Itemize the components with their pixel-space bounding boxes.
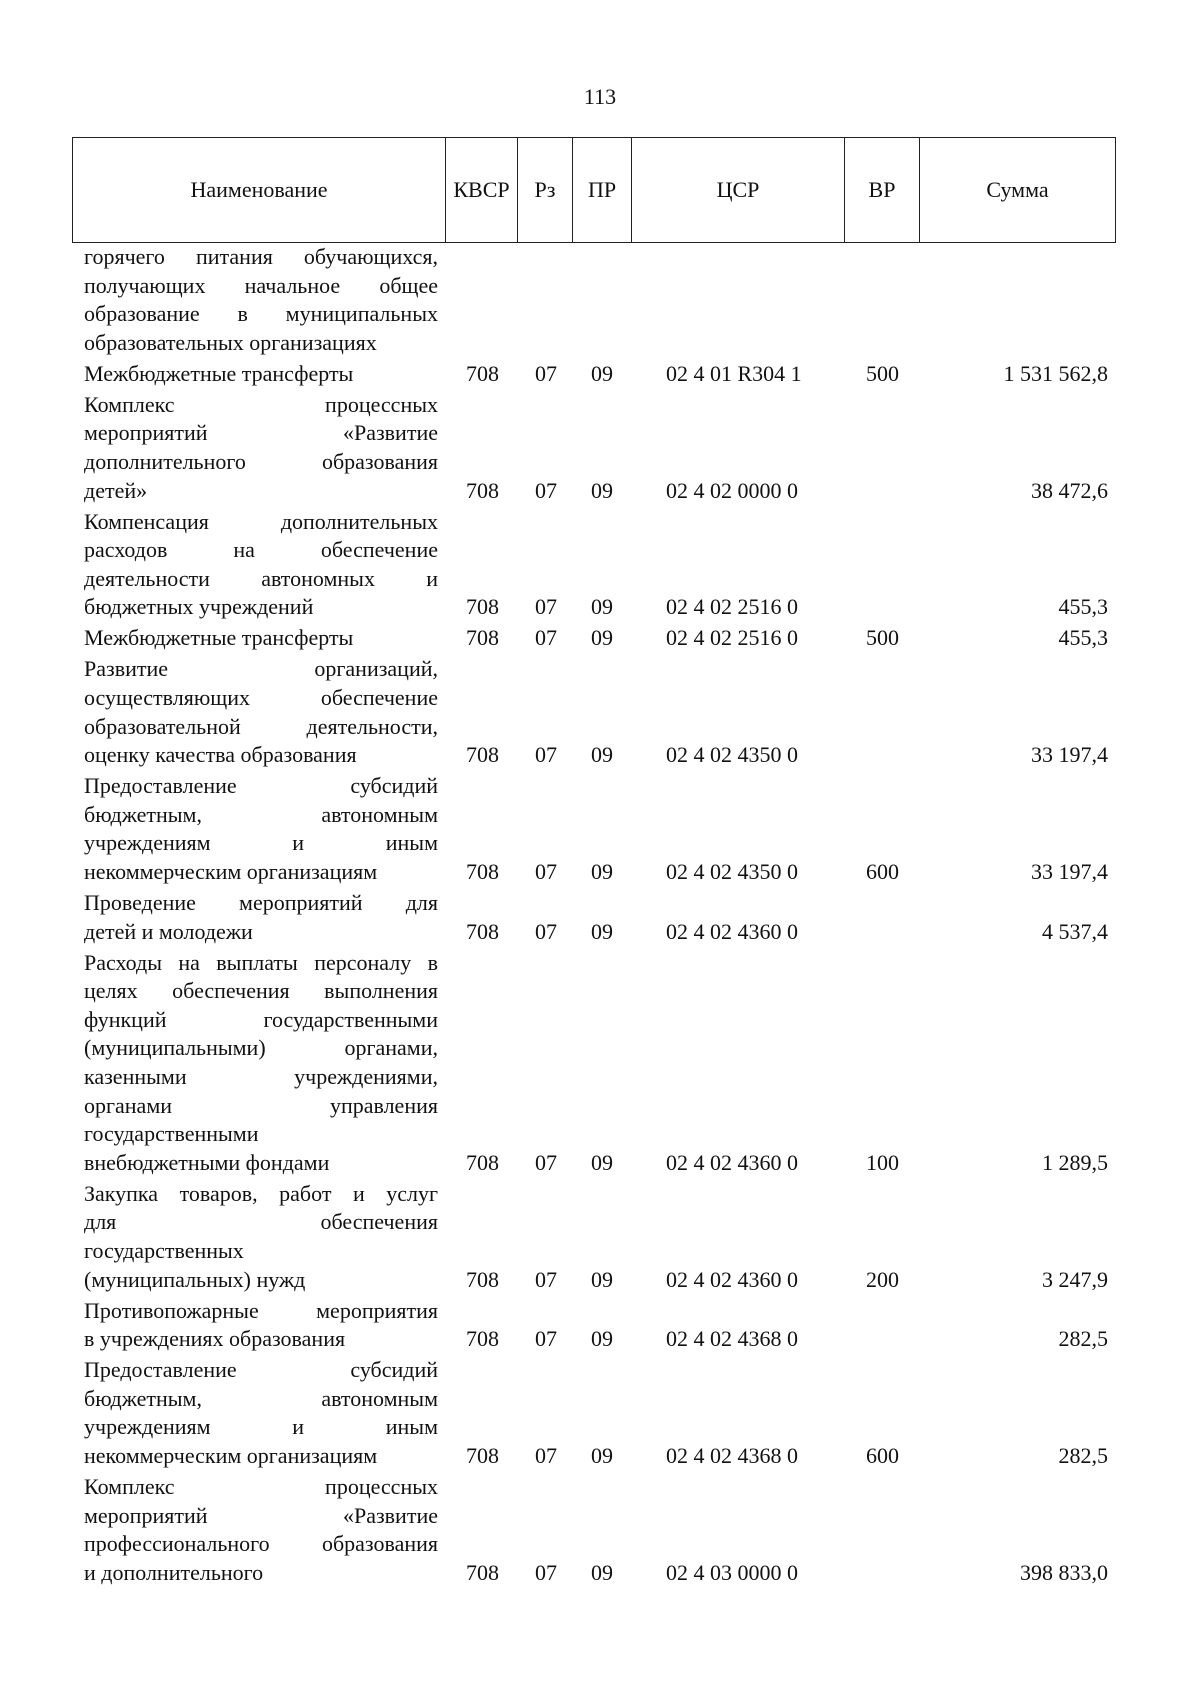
row-name xyxy=(84,1297,438,1354)
row-name-line: Предоставление субсидий xyxy=(84,773,438,799)
row-rz: 07 xyxy=(535,1326,557,1352)
row-name-line: мероприятий «Развитие xyxy=(84,420,438,446)
row-csr: 02 4 02 4368 0 xyxy=(666,1326,798,1352)
row-pr: 09 xyxy=(591,625,613,651)
row-sum: 38 472,6 xyxy=(1031,477,1108,503)
row-name xyxy=(84,508,438,622)
row-name-line: учреждениям и иным xyxy=(84,1414,438,1440)
row-pr: 09 xyxy=(591,1559,613,1585)
row-sum: 455,3 xyxy=(1058,625,1108,651)
row-name-line: дополнительного образования xyxy=(84,448,438,474)
row-pr: 09 xyxy=(591,1149,613,1175)
row-name xyxy=(84,624,438,653)
row-rz: 07 xyxy=(535,625,557,651)
row-name-line: Комплекс процессных xyxy=(84,391,438,417)
row-name xyxy=(84,889,438,946)
row-sum: 455,3 xyxy=(1058,594,1108,620)
row-name-line: государственных xyxy=(84,1237,244,1263)
row-csr: 02 4 02 4350 0 xyxy=(666,858,798,884)
row-name xyxy=(84,360,438,389)
row-rz: 07 xyxy=(535,594,557,620)
row-kvsr: 708 xyxy=(466,477,499,503)
row-kvsr: 708 xyxy=(466,1149,499,1175)
row-pr: 09 xyxy=(591,1326,613,1352)
row-name xyxy=(84,655,438,769)
row-kvsr: 708 xyxy=(466,1326,499,1352)
row-sum: 398 833,0 xyxy=(1020,1559,1108,1585)
header-csr: ЦСР xyxy=(632,138,845,242)
page-number: 113 xyxy=(583,84,617,109)
header-vr: ВР xyxy=(845,138,920,242)
row-name-line: государственными xyxy=(84,1121,259,1147)
row-sum: 3 247,9 xyxy=(1042,1266,1108,1292)
row-csr: 02 4 02 4350 0 xyxy=(666,742,798,768)
row-sum: 1 531 562,8 xyxy=(1003,360,1108,386)
row-name-line: Межбюджетные трансферты xyxy=(84,360,354,386)
row-name-line: некоммерческим организациям xyxy=(84,858,378,884)
row-pr: 09 xyxy=(591,1442,613,1468)
row-pr: 09 xyxy=(591,360,613,386)
row-name-line: внебюджетными фондами xyxy=(84,1149,330,1175)
row-csr: 02 4 02 2516 0 xyxy=(666,594,798,620)
row-pr: 09 xyxy=(591,477,613,503)
row-name-line: горячего питания обучающихся, xyxy=(84,244,438,269)
row-name-line: расходов на обеспечение xyxy=(84,537,438,563)
row-name-line: в учреждениях образования xyxy=(84,1326,346,1352)
row-kvsr: 708 xyxy=(466,360,499,386)
row-name-line: учреждениям и иным xyxy=(84,830,438,856)
row-name-line: детей и молодежи xyxy=(84,918,253,944)
header-kvsr: КВСР xyxy=(446,138,518,242)
row-name-line: Развитие организаций, xyxy=(84,656,438,682)
row-rz: 07 xyxy=(535,918,557,944)
row-csr: 02 4 02 4368 0 xyxy=(666,1442,798,1468)
row-rz: 07 xyxy=(535,1442,557,1468)
row-vr: 100 xyxy=(866,1149,899,1175)
row-kvsr: 708 xyxy=(466,1559,499,1585)
row-name-line: детей» xyxy=(84,477,148,503)
row-vr: 500 xyxy=(866,625,899,651)
row-name-line: бюджетным, автономным xyxy=(84,1385,438,1411)
row-kvsr: 708 xyxy=(466,1442,499,1468)
row-csr: 02 4 02 4360 0 xyxy=(666,1266,798,1292)
row-pr: 09 xyxy=(591,1266,613,1292)
row-sum: 282,5 xyxy=(1058,1442,1108,1468)
row-name-line: бюджетным, автономным xyxy=(84,801,438,827)
row-rz: 07 xyxy=(535,360,557,386)
row-name-line: и дополнительного xyxy=(84,1559,264,1585)
row-name-line: образовательной деятельности, xyxy=(84,713,438,739)
row-name-line: Комплекс процессных xyxy=(84,1474,438,1499)
row-name xyxy=(84,1473,438,1587)
row-name-line: (муниципальными) органами, xyxy=(84,1035,438,1061)
row-vr: 200 xyxy=(866,1266,899,1292)
row-name-line: Расходы на выплаты персоналу в xyxy=(84,949,438,975)
row-sum: 4 537,4 xyxy=(1042,918,1108,944)
row-name-line: деятельности автономных и xyxy=(84,565,438,591)
row-csr: 02 4 02 4360 0 xyxy=(666,918,798,944)
row-vr: 600 xyxy=(866,1442,899,1468)
row-name-line: образовательных организациях xyxy=(84,329,377,355)
row-pr: 09 xyxy=(591,742,613,768)
row-name-line: бюджетных учреждений xyxy=(84,594,314,620)
header-sum: Сумма xyxy=(986,177,1049,202)
row-kvsr: 708 xyxy=(466,594,499,620)
row-name-line: Предоставление субсидий xyxy=(84,1357,438,1383)
row-name-line: функций государственными xyxy=(84,1006,438,1032)
row-rz: 07 xyxy=(535,1559,557,1585)
header-rz: Рз xyxy=(518,138,573,242)
row-vr: 600 xyxy=(866,858,899,884)
row-csr: 02 4 02 4360 0 xyxy=(666,1149,798,1175)
row-name-line: органами управления xyxy=(84,1092,438,1118)
table-header xyxy=(72,137,1116,243)
row-name-line: Межбюджетные трансферты xyxy=(84,625,354,651)
row-name-line: Проведение мероприятий для xyxy=(84,890,438,915)
row-vr: 500 xyxy=(866,360,899,386)
row-name-line: получающих начальное общее xyxy=(84,272,438,298)
row-name xyxy=(84,1180,438,1294)
row-kvsr: 708 xyxy=(466,625,499,651)
row-csr: 02 4 02 0000 0 xyxy=(666,477,798,503)
row-pr: 09 xyxy=(591,594,613,620)
row-name-line: целях обеспечения выполнения xyxy=(84,978,438,1004)
row-sum: 282,5 xyxy=(1058,1326,1108,1352)
row-name xyxy=(84,949,438,1178)
row-name-line: Закупка товаров, работ и услуг xyxy=(84,1180,438,1206)
row-name-line: некоммерческим организациям xyxy=(84,1442,378,1468)
row-name-line: для обеспечения xyxy=(84,1209,438,1235)
row-name-line: казенными учреждениями, xyxy=(84,1063,438,1089)
row-name-line: осуществляющих обеспечение xyxy=(84,684,438,710)
row-name xyxy=(84,243,438,357)
row-csr: 02 4 01 R304 1 xyxy=(666,360,802,386)
header-pr: ПР xyxy=(573,138,632,242)
row-kvsr: 708 xyxy=(466,742,499,768)
row-name-line: оценку качества образования xyxy=(84,742,357,768)
row-kvsr: 708 xyxy=(466,1266,499,1292)
row-sum: 33 197,4 xyxy=(1031,858,1108,884)
row-kvsr: 708 xyxy=(466,918,499,944)
row-sum: 1 289,5 xyxy=(1042,1149,1108,1175)
row-sum: 33 197,4 xyxy=(1031,742,1108,768)
row-csr: 02 4 03 0000 0 xyxy=(666,1559,798,1585)
row-rz: 07 xyxy=(535,1149,557,1175)
row-name xyxy=(84,772,438,886)
row-name-line: Противопожарные мероприятия xyxy=(84,1297,438,1323)
row-rz: 07 xyxy=(535,1266,557,1292)
row-rz: 07 xyxy=(535,858,557,884)
row-pr: 09 xyxy=(591,918,613,944)
header-name: Наименование xyxy=(73,138,446,242)
row-rz: 07 xyxy=(535,742,557,768)
row-name xyxy=(84,391,438,505)
row-name-line: Компенсация дополнительных xyxy=(84,508,438,534)
row-csr: 02 4 02 2516 0 xyxy=(666,625,798,651)
row-name-line: (муниципальных) нужд xyxy=(84,1266,306,1292)
row-name-line: профессионального образования xyxy=(84,1531,438,1557)
row-name-line: мероприятий «Развитие xyxy=(84,1502,438,1528)
row-name-line: образование в муниципальных xyxy=(84,301,438,327)
row-rz: 07 xyxy=(535,477,557,503)
row-pr: 09 xyxy=(591,858,613,884)
row-kvsr: 708 xyxy=(466,858,499,884)
row-name xyxy=(84,1356,438,1470)
